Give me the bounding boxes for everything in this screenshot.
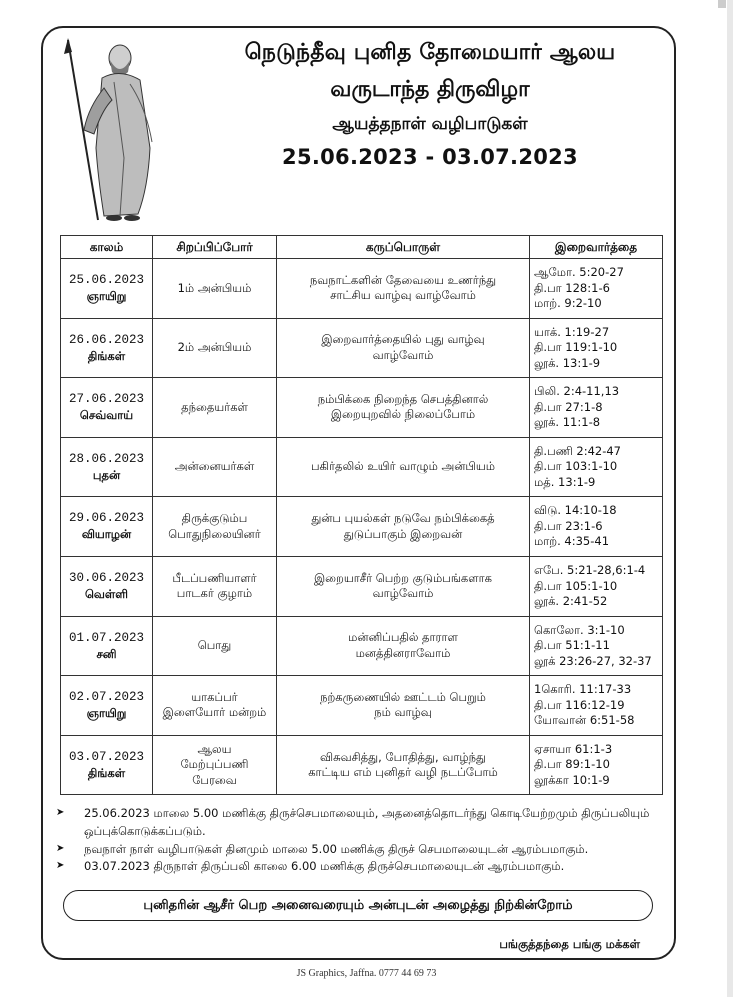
- theme-line: மனத்தினராவோம்: [355, 645, 451, 660]
- table-row: [61, 676, 663, 736]
- note-text: 25.06.2023 மாலை 5.00 மணிக்கு திருச்செபமாலையும், அதனைத்தொடர்ந்து கொடியேற்றமும் திருப்பலியும் ஒப்புக்கொடுக்கப்படும்.: [84, 806, 650, 838]
- readings-cell: [530, 497, 663, 557]
- table-row: [61, 735, 663, 795]
- scripture-reference: தி.பா 27:1-8: [534, 399, 603, 414]
- date-text: 27.06.2023: [68, 392, 144, 407]
- theme-cell: [277, 556, 530, 616]
- celebrants-line: பேரவை: [192, 772, 237, 787]
- scripture-reference: மாற். 9:2-10: [534, 296, 602, 311]
- festival-title: வருடாந்த திருவிழா: [330, 77, 530, 102]
- table-row: [61, 378, 663, 438]
- celebrants-line: பொதுநிலையினர்: [168, 526, 261, 541]
- readings-cell: [530, 437, 663, 497]
- church-title: நெடுந்தீவு புனித தோமையார் ஆலய: [244, 40, 616, 65]
- preparation-title: ஆயத்தநாள் வழிபாடுகள்: [332, 114, 528, 134]
- table-row: [61, 318, 663, 378]
- celebrants-line: இளையோர் மன்றம்: [162, 705, 267, 720]
- weekday-text: வெள்ளி: [84, 586, 129, 601]
- scripture-reference: 1கொரி. 11:17-33: [534, 682, 632, 697]
- table-row: [61, 497, 663, 557]
- scripture-reference: தி.பா 119:1-10: [534, 340, 618, 355]
- table-row: [61, 437, 663, 497]
- celebrants-line: பொது: [197, 638, 232, 653]
- date-text: 28.06.2023: [68, 451, 144, 466]
- scripture-reference: லூக். 11:1-8: [534, 415, 601, 430]
- date-text: 26.06.2023: [68, 332, 144, 347]
- theme-line: இறைவார்த்தையில் புது வாழ்வு: [321, 332, 485, 347]
- column-header-celebrants: சிறப்பிப்போர்: [153, 236, 277, 259]
- scripture-reference: லூக்கா 10:1-9: [534, 772, 610, 787]
- scripture-reference: விடு. 14:10-18: [534, 503, 617, 518]
- date-text: 03.07.2023: [68, 749, 144, 764]
- scripture-reference: ஆமோ. 5:20-27: [534, 265, 624, 280]
- celebrants-cell: [153, 556, 277, 616]
- theme-cell: [277, 497, 530, 557]
- readings-cell: [530, 616, 663, 676]
- scripture-reference: மத். 13:1-9: [534, 474, 596, 489]
- arrowhead-bullet-icon: ➤: [56, 842, 65, 854]
- period-cell: [61, 318, 153, 378]
- theme-cell: [277, 735, 530, 795]
- date-text: 29.06.2023: [68, 511, 144, 526]
- date-text: 25.06.2023: [68, 273, 144, 288]
- theme-line: மன்னிப்பதில் தாராள: [348, 630, 458, 645]
- date-text: 01.07.2023: [68, 630, 144, 645]
- celebrants-cell: [153, 259, 277, 319]
- arrowhead-bullet-icon: ➤: [56, 860, 65, 872]
- celebrants-cell: [153, 497, 277, 557]
- celebrants-line: 2ம் அன்பியம்: [177, 340, 252, 355]
- column-header-readings: இறைவார்த்தை: [530, 236, 663, 259]
- table-row: [61, 259, 663, 319]
- note-item: [56, 858, 676, 876]
- readings-cell: [530, 378, 663, 438]
- period-cell: [61, 497, 153, 557]
- theme-line: சாட்சிய வாழ்வு வாழ்வோம்: [330, 288, 476, 303]
- scripture-reference: தி.பா 105:1-10: [534, 578, 618, 593]
- theme-line: நற்கருணையில் ஊட்டம் பெறும்: [320, 689, 486, 704]
- theme-cell: [277, 318, 530, 378]
- signature: பங்குத்தந்தை பங்கு மக்கள்: [499, 937, 640, 951]
- celebrants-line: அன்னையர்கள்: [174, 459, 255, 474]
- theme-line: காட்டிய எம் புனிதர் வழி நடப்போம்: [308, 765, 498, 780]
- celebrants-cell: [153, 437, 277, 497]
- theme-cell: [277, 259, 530, 319]
- table-header-row: [61, 236, 663, 259]
- page-edge-mark: [718, 0, 726, 8]
- celebrants-cell: [153, 616, 277, 676]
- celebrants-line: 1ம் அன்பியம்: [177, 280, 252, 295]
- scripture-reference: தி.பா 103:1-10: [534, 459, 618, 474]
- celebrants-line: யாகப்பர்: [191, 689, 238, 704]
- column-header-theme: கருப்பொருள்: [277, 236, 530, 259]
- theme-line: வாழ்வோம்: [372, 347, 434, 362]
- celebrants-cell: [153, 378, 277, 438]
- invitation-banner: புனிதரின் ஆசீர் பெற அனைவரையும் அன்புடன் அழைத்து நிற்கின்றோம்: [63, 890, 653, 921]
- scripture-reference: லூக் 23:26-27, 32-37: [534, 653, 652, 668]
- theme-line: இறையுறவில் நிலைப்போம்: [330, 407, 476, 422]
- scripture-reference: தி.பா 89:1-10: [534, 757, 610, 772]
- weekday-text: புதன்: [92, 467, 121, 482]
- schedule-table: [60, 235, 663, 795]
- note-text: நவநாள் நாள் வழிபாடுகள் தினமும் மாலை 5.00 மணிக்கு திருச் செபமாலையுடன் ஆரம்பமாகும்.: [84, 841, 589, 856]
- theme-line: துன்ப புயல்கள் நடுவே நம்பிக்கைத்: [311, 511, 495, 526]
- theme-line: நம் வாழ்வு: [374, 705, 432, 720]
- scripture-reference: லூக். 2:41-52: [534, 594, 608, 609]
- theme-line: நம்பிக்கை நிறைந்த செபத்தினால்: [317, 391, 489, 406]
- scripture-reference: கொலோ. 3:1-10: [534, 622, 625, 637]
- table-row: [61, 616, 663, 676]
- readings-cell: [530, 735, 663, 795]
- theme-line: துடுப்பாகும் இறைவன்: [343, 526, 463, 541]
- weekday-text: ஞாயிறு: [86, 706, 127, 721]
- readings-cell: [530, 556, 663, 616]
- theme-line: நவநாட்களின் தேவையை உணர்ந்து: [309, 272, 497, 287]
- celebrants-line: பாடகர் குழாம்: [176, 586, 253, 601]
- celebrants-cell: [153, 318, 277, 378]
- column-header-period: காலம்: [61, 236, 153, 259]
- table-row: [61, 556, 663, 616]
- scripture-reference: யாக். 1:19-27: [534, 324, 610, 339]
- weekday-text: ஞாயிறு: [86, 288, 127, 303]
- note-text: 03.07.2023 திருநாள் திருப்பலி காலை 6.00 மணிக்கு திருச்செபமாலையுடன் ஆரம்பமாகும்.: [84, 859, 565, 874]
- scripture-reference: யோவான் 6:51-58: [534, 713, 635, 728]
- notes-list: [56, 805, 676, 876]
- scripture-reference: பிலி. 2:4-11,13: [534, 384, 620, 399]
- scripture-reference: எபே. 5:21-28,6:1-4: [534, 562, 646, 577]
- theme-cell: [277, 616, 530, 676]
- readings-cell: [530, 318, 663, 378]
- period-cell: [61, 616, 153, 676]
- festival-dates: 25.06.2023 - 03.07.2023: [282, 145, 578, 169]
- arrowhead-bullet-icon: ➤: [56, 807, 65, 818]
- weekday-text: வியாழன்: [81, 527, 132, 542]
- readings-cell: [530, 676, 663, 736]
- celebrants-line: தந்தையர்கள்: [181, 399, 248, 414]
- period-cell: [61, 676, 153, 736]
- printer-credit: JS Graphics, Jaffna. 0777 44 69 73: [296, 968, 437, 979]
- scripture-reference: தி.பா 51:1-11: [534, 638, 610, 653]
- theme-line: விசுவசித்து, போதித்து, வாழ்ந்து: [320, 749, 486, 764]
- note-item: [56, 805, 676, 841]
- weekday-text: செவ்வாய்: [79, 408, 134, 423]
- header: [150, 40, 710, 169]
- weekday-text: சனி: [96, 646, 117, 661]
- period-cell: [61, 556, 153, 616]
- theme-line: இறையாசீர் பெற்ற குடும்பங்களாக: [313, 570, 492, 585]
- date-text: 30.06.2023: [68, 571, 144, 586]
- celebrants-cell: [153, 735, 277, 795]
- period-cell: [61, 259, 153, 319]
- celebrants-line: ஆலய: [197, 741, 232, 756]
- theme-line: வாழ்வோம்: [372, 586, 434, 601]
- celebrants-line: மேற்புப்பணி: [180, 757, 249, 772]
- scripture-reference: தி.பா 128:1-6: [534, 280, 610, 295]
- scripture-reference: தி.பணி 2:42-47: [534, 443, 622, 458]
- saint-thomas-illustration: [58, 38, 158, 224]
- scripture-reference: ஏசாயா 61:1-3: [534, 741, 613, 756]
- weekday-text: திங்கள்: [87, 765, 126, 780]
- scripture-reference: மாற். 4:35-41: [534, 534, 610, 549]
- celebrants-line: திருக்குடும்ப: [181, 511, 248, 526]
- celebrants-cell: [153, 676, 277, 736]
- scripture-reference: லூக். 13:1-9: [534, 355, 601, 370]
- theme-cell: [277, 378, 530, 438]
- page-edge: [727, 0, 733, 997]
- theme-cell: [277, 676, 530, 736]
- period-cell: [61, 378, 153, 438]
- weekday-text: திங்கள்: [87, 348, 126, 363]
- celebrants-line: பீடப்பணியாளர்: [172, 570, 257, 585]
- period-cell: [61, 437, 153, 497]
- readings-cell: [530, 259, 663, 319]
- period-cell: [61, 735, 153, 795]
- theme-cell: [277, 437, 530, 497]
- scripture-reference: தி.பா 23:1-6: [534, 518, 603, 533]
- theme-line: பகிர்தலில் உயிர் வாழும் அன்பியம்: [310, 459, 496, 474]
- date-text: 02.07.2023: [68, 690, 144, 705]
- scripture-reference: தி.பா 116:12-19: [534, 697, 625, 712]
- note-item: [56, 841, 676, 859]
